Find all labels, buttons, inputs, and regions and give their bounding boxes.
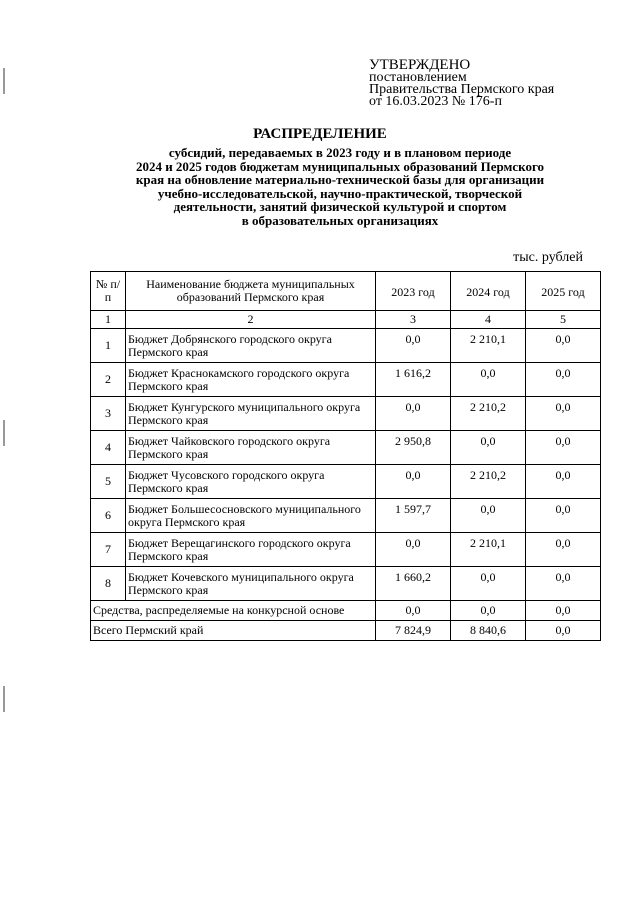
- row-num: 8: [91, 567, 126, 601]
- approval-heading: УТВЕРЖДЕНО: [369, 57, 471, 73]
- distribution-table: [90, 271, 601, 641]
- row-num: 6: [91, 499, 126, 533]
- row-2023: 1 660,2: [376, 567, 451, 601]
- row-name: Бюджет Верещагинского городского округа Пермского края: [126, 533, 376, 567]
- scan-edge-mark: [3, 420, 5, 446]
- header-2025: 2025 год: [526, 272, 601, 311]
- row-name: Бюджет Чусовского городского округа Пермского края: [126, 465, 376, 499]
- table-row: [91, 431, 601, 465]
- header-name: Наименование бюджета муниципальных образований Пермского края: [126, 272, 376, 311]
- table-row: [91, 363, 601, 397]
- row-2024: 2 210,1: [451, 329, 526, 363]
- table-row: [91, 397, 601, 431]
- row-num: 4: [91, 431, 126, 465]
- subtitle-line-6: в образовательных организациях: [241, 212, 439, 228]
- row-2023: 0,0: [376, 397, 451, 431]
- total-row: [91, 621, 601, 641]
- row-2023: 0,0: [376, 329, 451, 363]
- table-row: [91, 465, 601, 499]
- row-2023: 0,0: [376, 533, 451, 567]
- row-2025: 0,0: [526, 567, 601, 601]
- index-cell: 5: [526, 311, 601, 329]
- scan-edge-mark: [3, 686, 5, 712]
- total-2024: 8 840,6: [451, 621, 526, 641]
- table-row: [91, 329, 601, 363]
- row-name: Бюджет Чайковского городского округа Пермского края: [126, 431, 376, 465]
- total-2023: 7 824,9: [376, 621, 451, 641]
- index-cell: 1: [91, 311, 126, 329]
- row-num: 3: [91, 397, 126, 431]
- table-header-row: [91, 272, 601, 311]
- scan-edge-mark: [3, 68, 5, 94]
- approval-line-2: Правительства Пермского края: [369, 82, 555, 97]
- competitive-2024: 0,0: [451, 601, 526, 621]
- row-2025: 0,0: [526, 363, 601, 397]
- row-2025: 0,0: [526, 329, 601, 363]
- approval-line-1: постановлением: [369, 70, 467, 85]
- index-cell: 4: [451, 311, 526, 329]
- competitive-2025: 0,0: [526, 601, 601, 621]
- subtitle-line-4: учебно-исследовательской, научно-практической, творческой: [157, 185, 523, 201]
- row-num: 5: [91, 465, 126, 499]
- total-name: Всего Пермский край: [91, 621, 376, 641]
- row-name: Бюджет Большесосновского муниципального округа Пермского края: [126, 499, 376, 533]
- subtitle-line-2: 2024 и 2025 годов бюджетам муниципальных образований Пермского: [135, 158, 545, 174]
- header-num: № п/п: [91, 272, 126, 311]
- competitive-2023: 0,0: [376, 601, 451, 621]
- row-2024: 0,0: [451, 431, 526, 465]
- row-name: Бюджет Кочевского муниципального округа Пермского края: [126, 567, 376, 601]
- row-num: 1: [91, 329, 126, 363]
- row-name: Бюджет Кунгурского муниципального округа Пермского края: [126, 397, 376, 431]
- row-name: Бюджет Краснокамского городского округа Пермского края: [126, 363, 376, 397]
- units-label: тыс. рублей: [513, 250, 583, 265]
- table-index-row: [91, 311, 601, 329]
- row-2025: 0,0: [526, 533, 601, 567]
- competitive-name: Средства, распределяемые на конкурсной основе: [91, 601, 376, 621]
- row-2024: 0,0: [451, 363, 526, 397]
- row-2023: 1 597,7: [376, 499, 451, 533]
- approval-line-3: от 16.03.2023 № 176-п: [369, 94, 502, 109]
- row-2024: 0,0: [451, 567, 526, 601]
- table-row: [91, 533, 601, 567]
- subtitle-line-5: деятельности, занятий физической культурой и спортом: [173, 199, 507, 214]
- row-num: 7: [91, 533, 126, 567]
- row-2025: 0,0: [526, 499, 601, 533]
- index-cell: 3: [376, 311, 451, 329]
- row-2024: 2 210,1: [451, 533, 526, 567]
- header-2023: 2023 год: [376, 272, 451, 311]
- row-2024: 2 210,2: [451, 465, 526, 499]
- subtitle-line-1: субсидий, передаваемых в 2023 году и в плановом периоде: [168, 145, 512, 160]
- document-title: РАСПРЕДЕЛЕНИЕ: [253, 126, 387, 142]
- row-2023: 1 616,2: [376, 363, 451, 397]
- row-name: Бюджет Добрянского городского округа Пермского края: [126, 329, 376, 363]
- table-row: [91, 567, 601, 601]
- row-2025: 0,0: [526, 465, 601, 499]
- row-num: 2: [91, 363, 126, 397]
- table-row: [91, 499, 601, 533]
- row-2024: 2 210,2: [451, 397, 526, 431]
- subtitle-line-3: края на обновление материально-технической базы для организации: [135, 172, 545, 187]
- approval-stamp: [369, 58, 554, 108]
- row-2025: 0,0: [526, 431, 601, 465]
- competitive-row: [91, 601, 601, 621]
- total-2025: 0,0: [526, 621, 601, 641]
- header-2024: 2024 год: [451, 272, 526, 311]
- row-2023: 0,0: [376, 465, 451, 499]
- row-2023: 2 950,8: [376, 431, 451, 465]
- row-2024: 0,0: [451, 499, 526, 533]
- index-cell: 2: [126, 311, 376, 329]
- document-subtitle: [80, 146, 600, 227]
- row-2025: 0,0: [526, 397, 601, 431]
